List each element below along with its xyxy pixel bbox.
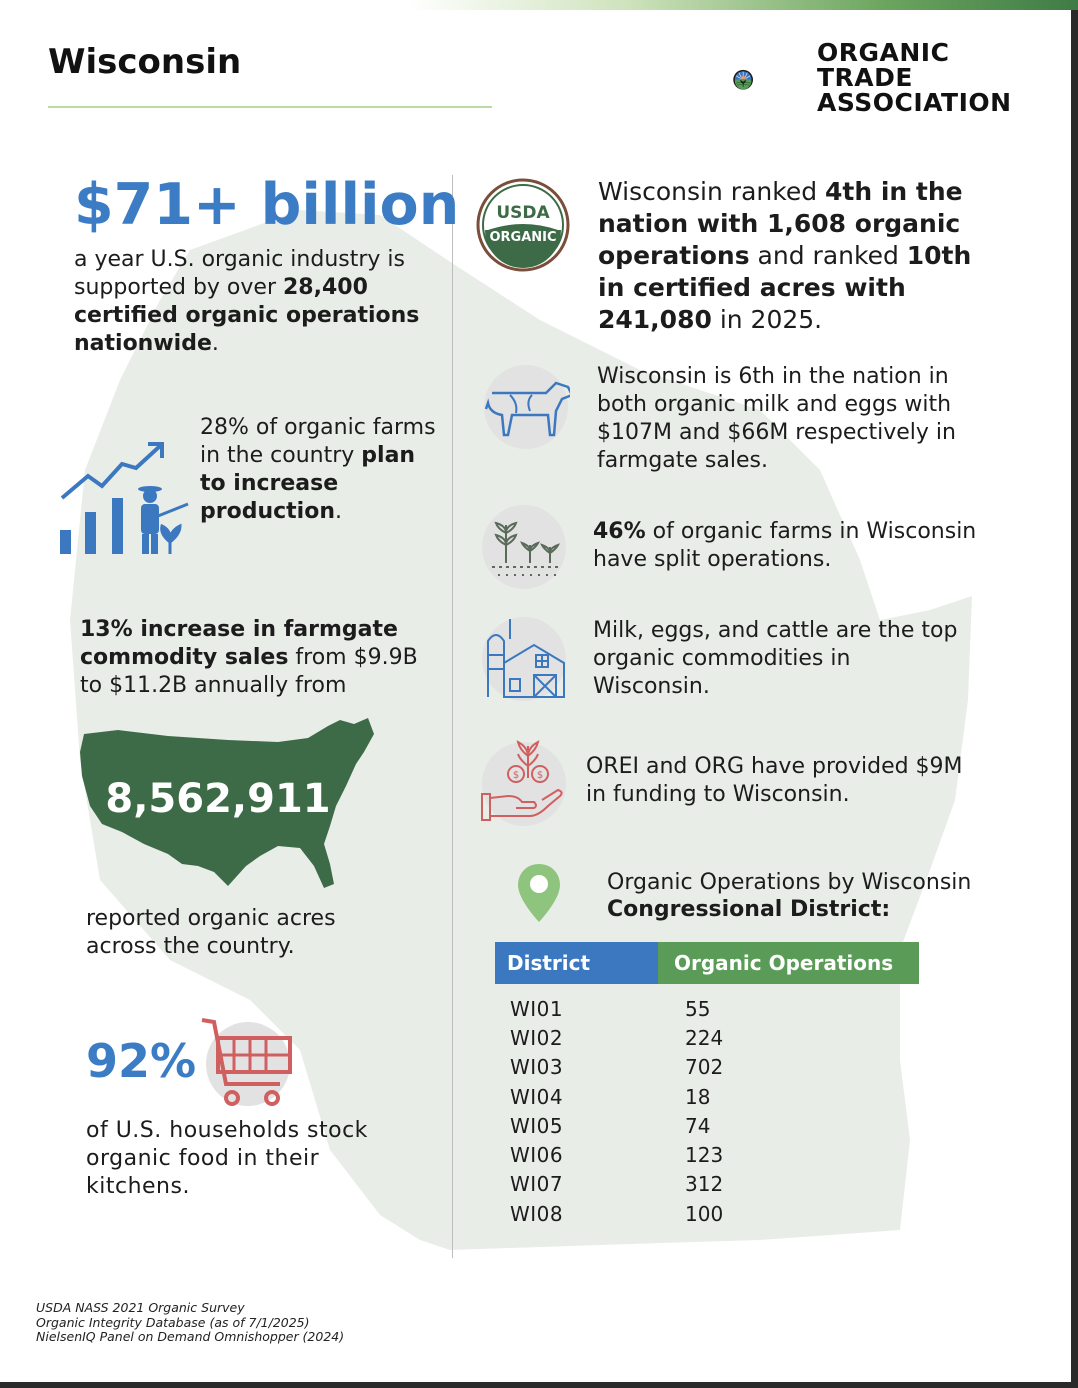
households-percent: 92% bbox=[86, 1034, 197, 1088]
cell-district: WI08 bbox=[510, 1201, 564, 1226]
table-row bbox=[495, 1053, 919, 1082]
table-row bbox=[495, 1023, 919, 1052]
usda-badge-bottom: ORGANIC bbox=[489, 230, 557, 245]
growth-chart-farmer-icon bbox=[58, 438, 194, 560]
ota-logo-icon bbox=[733, 40, 813, 120]
sources-footnote bbox=[36, 1301, 344, 1345]
table-row bbox=[495, 1199, 919, 1228]
rank-text: Wisconsin ranked 4th in the nation with 1,608 organic operations and ranked 10th in certified acres with 241,080 in 2025. bbox=[598, 177, 972, 334]
cell-district: WI07 bbox=[510, 1172, 564, 1197]
logo-wordmark bbox=[817, 40, 1012, 115]
table-row bbox=[495, 1140, 919, 1169]
logo-line-2: TRADE bbox=[817, 63, 913, 92]
cell-district: WI04 bbox=[510, 1084, 564, 1109]
cow-icon bbox=[482, 363, 570, 451]
page-title: Wisconsin bbox=[48, 42, 242, 82]
source-line: NielsenIQ Panel on Demand Omnishopper (2024) bbox=[36, 1329, 345, 1344]
growth-text: 28% of organic farms in the country plan to increase production. bbox=[200, 415, 436, 524]
district-table bbox=[495, 942, 919, 1228]
industry-text: a year U.S. organic industry is supported by over 28,400 certified organic operations nationwide. bbox=[74, 247, 420, 356]
cell-district: WI01 bbox=[510, 996, 564, 1021]
shopping-cart-icon bbox=[196, 1014, 296, 1114]
district-section-title: Organic Operations by Wisconsin Congressional District: bbox=[607, 870, 972, 922]
commodities-text: Milk, eggs, and cattle are the top organic commodities in Wisconsin. bbox=[593, 618, 958, 699]
sales-text: 13% increase in farmgate commodity sales from $9.9B to $11.2B annually from bbox=[80, 617, 418, 698]
cell-ops: 74 bbox=[685, 1113, 711, 1138]
cell-ops: 18 bbox=[685, 1084, 711, 1109]
cell-district: WI03 bbox=[510, 1055, 564, 1080]
svg-text:$: $ bbox=[512, 770, 520, 781]
page-edge-right bbox=[1071, 10, 1078, 1388]
barn-silo-icon bbox=[480, 615, 568, 703]
table-body bbox=[495, 984, 919, 1228]
location-pin-icon bbox=[516, 862, 562, 924]
cell-district: WI02 bbox=[510, 1025, 564, 1050]
funding-text: OREI and ORG have provided $9M in funding to Wisconsin. bbox=[586, 754, 963, 807]
usda-badge-top: USDA bbox=[496, 203, 550, 223]
table-row bbox=[495, 1111, 919, 1140]
cell-ops: 123 bbox=[685, 1143, 724, 1168]
cell-ops: 224 bbox=[685, 1025, 724, 1050]
table-row bbox=[495, 994, 919, 1023]
svg-text:$: $ bbox=[536, 770, 544, 781]
title-underline bbox=[48, 106, 492, 108]
table-row bbox=[495, 1170, 919, 1199]
industry-value: $71+ billion bbox=[74, 172, 460, 238]
cell-ops: 312 bbox=[685, 1172, 724, 1197]
source-line: Organic Integrity Database (as of 7/1/2025) bbox=[36, 1314, 310, 1330]
header-organic-operations: Organic Operations bbox=[658, 942, 919, 984]
funding-hand-icon bbox=[478, 740, 566, 828]
cell-ops: 702 bbox=[685, 1055, 724, 1080]
split-operations-text: 46% of organic farms in Wisconsin have split operations. bbox=[593, 519, 977, 572]
usda-organic-badge-icon bbox=[476, 178, 570, 272]
table-header bbox=[495, 942, 919, 984]
milk-eggs-text: Wisconsin is 6th in the nation in both organic milk and eggs with $107M and $66M respectively in farmgate sales. bbox=[597, 364, 956, 473]
logo-line-3: ASSOCIATION bbox=[817, 88, 1012, 117]
cell-district: WI05 bbox=[510, 1113, 564, 1138]
column-divider bbox=[452, 175, 453, 1258]
cell-district: WI06 bbox=[510, 1143, 564, 1168]
logo-line-1: ORGANIC bbox=[817, 38, 950, 67]
sprouts-icon bbox=[480, 503, 568, 591]
table-row bbox=[495, 1082, 919, 1111]
households-text: of U.S. households stock organic food in their kitchens. bbox=[86, 1118, 368, 1199]
page-edge-bottom bbox=[0, 1382, 1078, 1388]
header-district: District bbox=[495, 942, 658, 984]
acres-text: reported organic acres across the country. bbox=[86, 906, 336, 959]
cell-ops: 100 bbox=[685, 1201, 724, 1226]
source-line: USDA NASS 2021 Organic Survey bbox=[36, 1300, 245, 1315]
cell-ops: 55 bbox=[685, 996, 711, 1021]
acres-number: 8,562,911 bbox=[105, 776, 331, 822]
